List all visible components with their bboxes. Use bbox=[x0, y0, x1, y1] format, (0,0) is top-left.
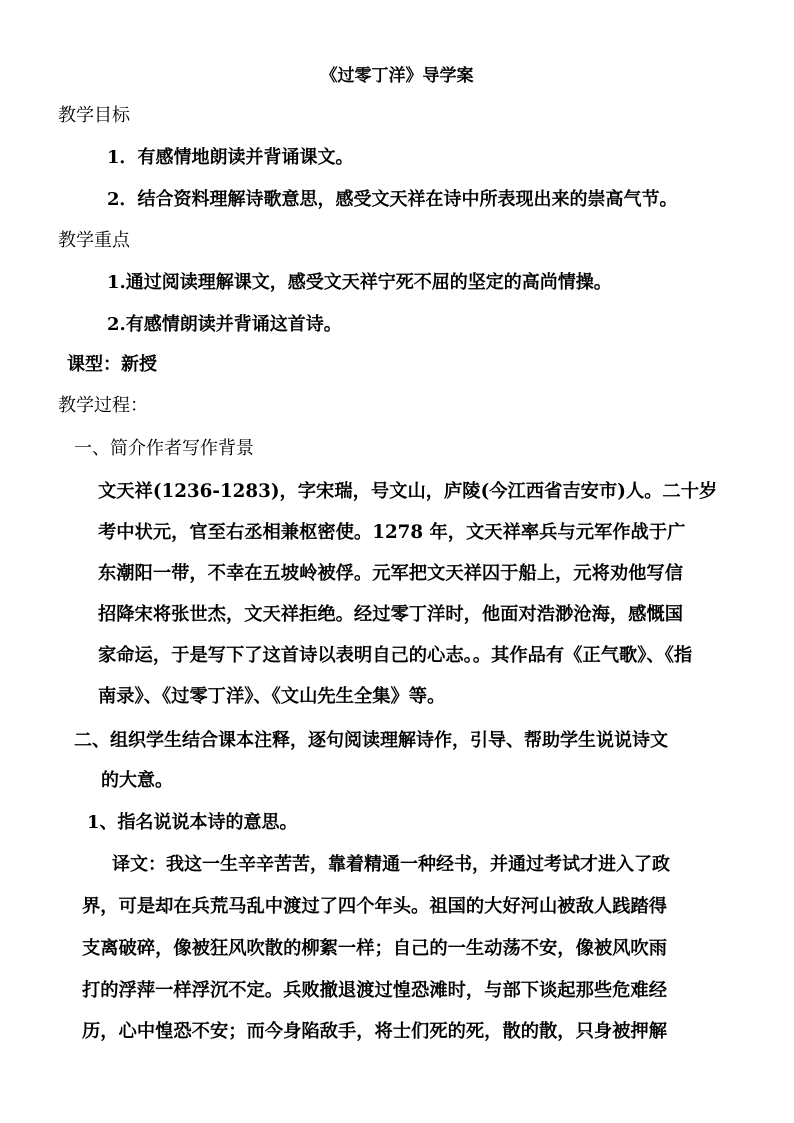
section2-heading-cont: 的大意。 bbox=[101, 770, 173, 791]
focus-item-1: 1.通过阅读理解课文，感受文天祥宁死不屈的坚定的高尚情操。 bbox=[107, 272, 612, 293]
goal-item-1: 1．有感情地朗读并背诵课文。 bbox=[107, 147, 354, 168]
focus-item-2: 2.有感情朗读并背诵这首诗。 bbox=[107, 314, 342, 335]
section1-line: 东潮阳一带，不幸在五坡岭被俘。元军把文天祥囚于船上，元将劝他写信 bbox=[98, 563, 683, 584]
section1-line: 南录》、《过零丁洋》、《文山先生全集》等。 bbox=[98, 686, 446, 707]
lesson-type: 课型：新授 bbox=[67, 354, 157, 375]
translation-line: 译文：我这一生辛辛苦苦，靠着精通一种经书，并通过考试才进入了政 bbox=[112, 854, 670, 875]
translation-line: 历，心中惶恐不安；而今身陷敌手，将士们死的死，散的散，只身被押解 bbox=[82, 1021, 667, 1042]
document-title: 《过零丁洋》导学案 bbox=[320, 66, 474, 86]
section1-line: 家命运，于是写下了这首诗以表明自己的心志。。其作品有《正气歌》、《指 bbox=[98, 645, 693, 666]
section1-line: 招降宋将张世杰，文天祥拒绝。经过零丁洋时，他面对浩渺沧海，感慨国 bbox=[98, 604, 683, 625]
goals-heading: 教学目标 bbox=[58, 105, 130, 126]
translation-line: 打的浮萍一样浮沉不定。兵败撤退渡过惶恐滩时，与部下谈起那些危难经 bbox=[82, 980, 667, 1001]
focus-heading: 教学重点 bbox=[58, 230, 130, 251]
section1-heading: 一、简介作者写作背景 bbox=[74, 438, 254, 459]
section2-sub1: 1、指名说说本诗的意思。 bbox=[87, 812, 298, 833]
translation-line: 界，可是却在兵荒马乱中渡过了四个年头。祖国的大好河山被敌人践踏得 bbox=[82, 896, 667, 917]
translation-line: 支离破碎，像被狂风吹散的柳絮一样；自己的一生动荡不安，像被风吹雨 bbox=[82, 938, 667, 959]
section1-line: 考中状元，官至右丞相兼枢密使。1278 年，文天祥率兵与元军作战于广 bbox=[98, 522, 686, 543]
process-heading: 教学过程： bbox=[58, 395, 148, 416]
goal-item-2: 2．结合资料理解诗歌意思，感受文天祥在诗中所表现出来的崇高气节。 bbox=[107, 189, 678, 210]
section1-line: 文天祥(1236-1283)，字宋瑞，号文山，庐陵(今江西省吉安市)人。二十岁 bbox=[98, 481, 718, 502]
section2-heading: 二、组织学生结合课本注释，逐句阅读理解诗作，引导、帮助学生说说诗文 bbox=[74, 730, 668, 751]
